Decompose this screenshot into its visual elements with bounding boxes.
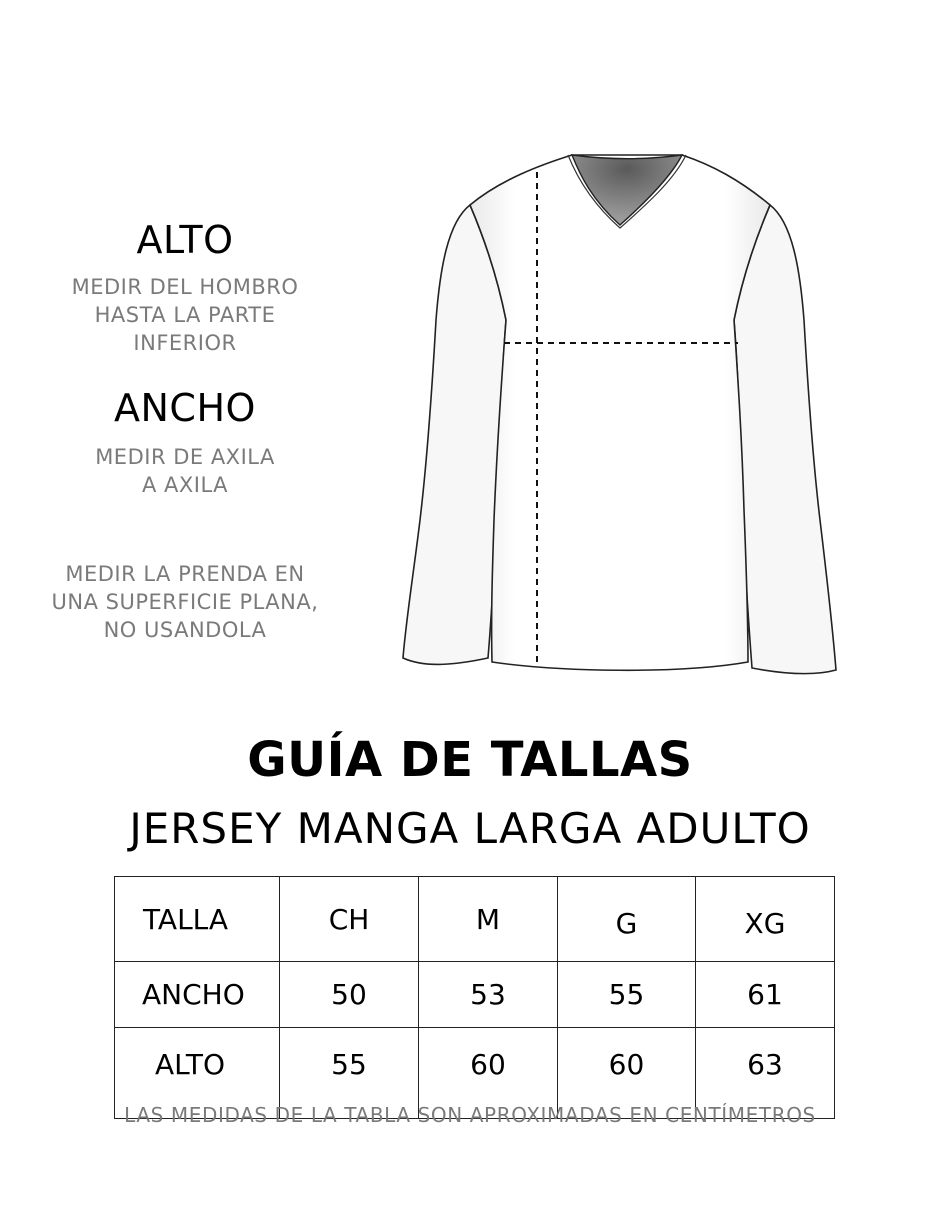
page-subtitle: JERSEY MANGA LARGA ADULTO <box>129 804 811 853</box>
table-cell: 55 <box>558 962 696 1028</box>
measuring-note <box>40 560 330 644</box>
table-row-label: ALTO <box>115 1028 280 1119</box>
ancho-heading: ANCHO <box>114 386 256 430</box>
table-row <box>115 962 835 1028</box>
left-sleeve <box>403 205 506 664</box>
long-sleeve-v-neck-shirt-icon <box>395 145 845 685</box>
alto-description-line: HASTA LA PARTE <box>94 303 276 327</box>
alto-description-line: INFERIOR <box>133 331 237 355</box>
measuring-note-line: UNA SUPERFICIE PLANA, <box>51 590 319 614</box>
table-cell: 53 <box>419 962 558 1028</box>
measuring-note-line: NO USANDOLA <box>103 618 267 642</box>
measuring-note-line: MEDIR LA PRENDA EN <box>65 562 305 586</box>
alto-heading: ALTO <box>136 218 234 262</box>
table-row-label: ANCHO <box>115 962 280 1028</box>
ancho-description-line: A AXILA <box>141 473 229 497</box>
table-header-cell: M <box>419 877 558 962</box>
shirt-body <box>470 155 770 670</box>
table-cell: 50 <box>280 962 419 1028</box>
ancho-description <box>40 443 330 499</box>
table-header-cell: XG <box>696 877 835 962</box>
table-header-cell: CH <box>280 877 419 962</box>
page-title: GUÍA DE TALLAS <box>247 732 693 788</box>
table-cell: 61 <box>696 962 835 1028</box>
table-header-row <box>115 877 835 962</box>
table-cell: 60 <box>419 1028 558 1119</box>
right-sleeve <box>734 205 836 674</box>
footer-note: LAS MEDIDAS DE LA TABLA SON APROXIMADAS EN CENTÍMETROS <box>124 1103 816 1127</box>
table-header-cell: TALLA <box>115 877 280 962</box>
alto-description-line: MEDIR DEL HOMBRO <box>71 275 299 299</box>
alto-description <box>40 273 330 357</box>
table-cell: 55 <box>280 1028 419 1119</box>
size-table <box>114 876 835 1119</box>
table-cell: 60 <box>558 1028 696 1119</box>
table-header-cell: G <box>558 877 696 962</box>
ancho-description-line: MEDIR DE AXILA <box>95 445 275 469</box>
table-cell: 63 <box>696 1028 835 1119</box>
